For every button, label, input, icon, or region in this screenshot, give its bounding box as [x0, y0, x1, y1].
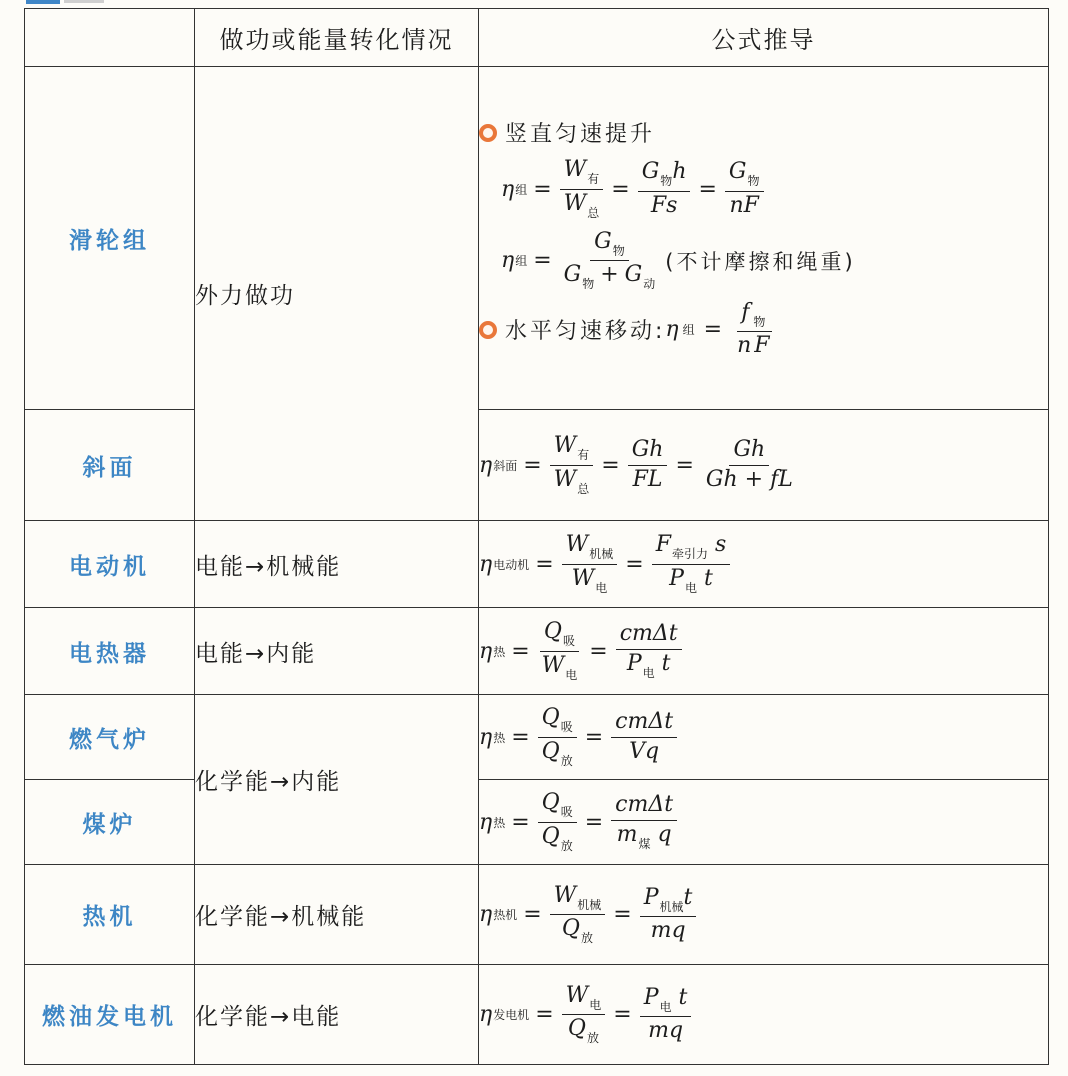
top-edge-mark-gray: [64, 0, 104, 3]
header-formula: 公式推导: [479, 9, 1049, 67]
formula-pulley-2: η 组 = $\frac{G_物}{G_物 + G_动}$ (不计摩擦和绳重): [501, 228, 856, 291]
bullet-ring-icon: [479, 124, 497, 142]
formula-incline: η 斜面 = $\frac{W_有}{W_总}$ = $\frac{Gh}{FL}$ = $\frac{Gh}{Gh + fL}$: [479, 410, 1049, 521]
work-stoves: 化学能→内能: [195, 695, 479, 865]
work-motor: 电能→机械能: [195, 521, 479, 608]
device-coal-stove: 煤炉: [25, 780, 195, 865]
device-heat-engine: 热机: [25, 865, 195, 965]
formula-motor: η 电动机 = $\frac{W_{机械}}{W_电}$ = $\frac{F_{牵引力} s}{P_电 t}$: [479, 521, 1049, 608]
case-vertical: [479, 117, 1048, 148]
formula-heat-engine: η 热机 = $\frac{W_{机械}}{Q_放}$ = $\frac{P_{机械}t}{mq}$: [479, 865, 1049, 965]
device-heater: 电热器: [25, 608, 195, 695]
formula-pulley: [479, 67, 1049, 410]
case-vertical-title: 竖直匀速提升: [505, 122, 656, 148]
row-incline: [25, 410, 1049, 521]
row-motor: [25, 521, 1049, 608]
row-pulley: [25, 67, 1049, 410]
device-generator: 燃油发电机: [25, 965, 195, 1065]
efficiency-table: [24, 8, 1049, 1065]
device-gas-stove: 燃气炉: [25, 695, 195, 780]
header-work: 做功或能量转化情况: [195, 9, 479, 67]
device-incline: 斜面: [25, 410, 195, 521]
bullet-ring-icon: [479, 321, 497, 339]
work-heater: 电能→内能: [195, 608, 479, 695]
work-pulley-incline: 外力做功: [195, 67, 479, 521]
row-heat-engine: [25, 865, 1049, 965]
row-coal-stove: [25, 780, 1049, 865]
note-no-friction: (不计摩擦和绳重): [665, 249, 856, 274]
device-pulley: 滑轮组: [25, 67, 195, 410]
formula-coal-stove: η 热 = $\frac{Q_吸}{Q_放}$ = $\frac{\text{cmΔt}}{m_煤 q}$: [479, 780, 1049, 865]
case-horizontal: 水平匀速移动: η 组 = $\frac{f_物}{nF}$: [479, 301, 1048, 358]
work-generator: 化学能→电能: [195, 965, 479, 1065]
formula-heater: η 热 = $\frac{Q_吸}{W_电}$ = $\frac{\text{cmΔt}}{P_电 t}$: [479, 608, 1049, 695]
row-heater: [25, 608, 1049, 695]
formula-generator: η 发电机 = $\frac{W_电}{Q_放}$ = $\frac{P_电 t}{mq}$: [479, 965, 1049, 1065]
case-horizontal-title: 水平匀速移动:: [505, 319, 666, 345]
formula-gas-stove: η 热 = $\frac{Q_吸}{Q_放}$ = $\frac{\text{cmΔt}}{Vq}$: [479, 695, 1049, 780]
row-generator: [25, 965, 1049, 1065]
header-row: [25, 9, 1049, 67]
device-motor: 电动机: [25, 521, 195, 608]
top-edge-mark-blue: [26, 0, 60, 4]
header-device: [25, 9, 195, 67]
work-heat-engine: 化学能→机械能: [195, 865, 479, 965]
formula-pulley-1: η 组 = $\frac{W_有}{W_总}$ = $\frac{G_物h}{Fs}$ = $\frac{G_物}{nF}$: [501, 158, 1048, 219]
row-gas-stove: [25, 695, 1049, 780]
